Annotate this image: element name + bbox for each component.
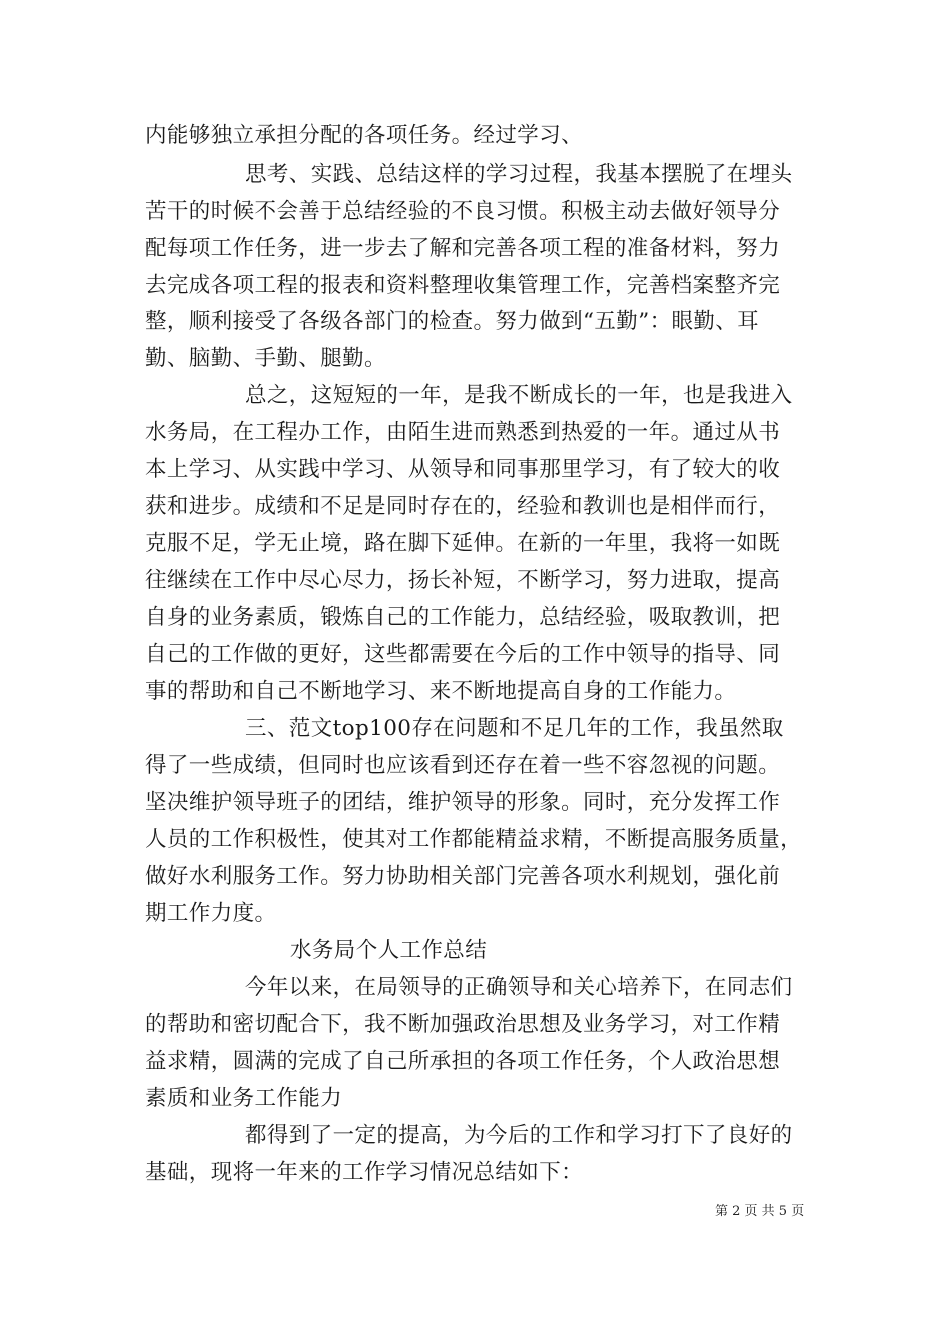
text-line: 益求精，圆满的完成了自己所承担的各项工作任务，个人政治思想	[145, 1049, 781, 1074]
text-line: 本上学习、从实践中学习、从领导和同事那里学习，有了较大的收	[145, 457, 781, 482]
text-line: 勤、脑勤、手勤、腿勤。	[145, 346, 386, 371]
text-line: 内能够独立承担分配的各项任务。经过学习、	[145, 123, 584, 148]
text-line: 整，顺利接受了各级各部门的检查。努力做到“五勤”：眼勤、耳	[145, 309, 760, 334]
text-line: 都得到了一定的提高，为今后的工作和学习打下了良好的	[245, 1123, 793, 1148]
text-line: 自己的工作做的更好，这些都需要在今后的工作中领导的指导、同	[145, 642, 781, 667]
text-line: 自身的业务素质，锻炼自己的工作能力，总结经验，吸取教训，把	[145, 605, 781, 630]
text-line: 坚决维护领导班子的团结，维护领导的形象。同时，充分发挥工作	[145, 790, 781, 815]
text-line: 做好水利服务工作。努力协助相关部门完善各项水利规划，强化前	[145, 864, 781, 889]
text-line: 配每项工作任务，进一步去了解和完善各项工程的准备材料，努力	[145, 236, 781, 261]
text-line: 思考、实践、总结这样的学习过程，我基本摆脱了在埋头	[245, 162, 793, 187]
text-line: 得了一些成绩，但同时也应该看到还存在着一些不容忽视的问题。	[145, 753, 781, 778]
text-line: 苦干的时候不会善于总结经验的不良习惯。积极主动去做好领导分	[145, 199, 781, 224]
text-line: 的帮助和密切配合下，我不断加强政治思想及业务学习，对工作精	[145, 1012, 781, 1037]
text-line: 往继续在工作中尽心尽力，扬长补短，不断学习，努力进取，提高	[145, 568, 781, 593]
text-line: 事的帮助和自己不断地学习、来不断地提高自身的工作能力。	[145, 679, 737, 704]
text-line: 获和进步。成绩和不足是同时存在的，经验和教训也是相伴而行，	[145, 494, 781, 519]
text-line: 素质和业务工作能力	[145, 1086, 343, 1111]
text-line: 期工作力度。	[145, 901, 277, 926]
text-line: 三、范文top100存在问题和不足几年的工作，我虽然取	[245, 716, 784, 741]
text-line: 今年以来，在局领导的正确领导和关心培养下，在同志们	[245, 975, 793, 1000]
text-line: 克服不足，学无止境，路在脚下延伸。在新的一年里，我将一如既	[145, 531, 781, 556]
text-line: 基础，现将一年来的工作学习情况总结如下：	[145, 1160, 584, 1185]
text-line: 水务局，在工程办工作，由陌生进而熟悉到热爱的一年。通过从书	[145, 420, 781, 445]
text-line: 去完成各项工程的报表和资料整理收集管理工作，完善档案整齐完	[145, 273, 781, 298]
text-line: 人员的工作积极性，使其对工作都能精益求精，不断提高服务质量，	[145, 827, 803, 852]
section-title: 水务局个人工作总结	[290, 938, 488, 963]
text-line: 总之，这短短的一年，是我不断成长的一年，也是我进入	[245, 383, 793, 408]
page-number-footer: 第 2 页 共 5 页	[715, 1204, 805, 1219]
